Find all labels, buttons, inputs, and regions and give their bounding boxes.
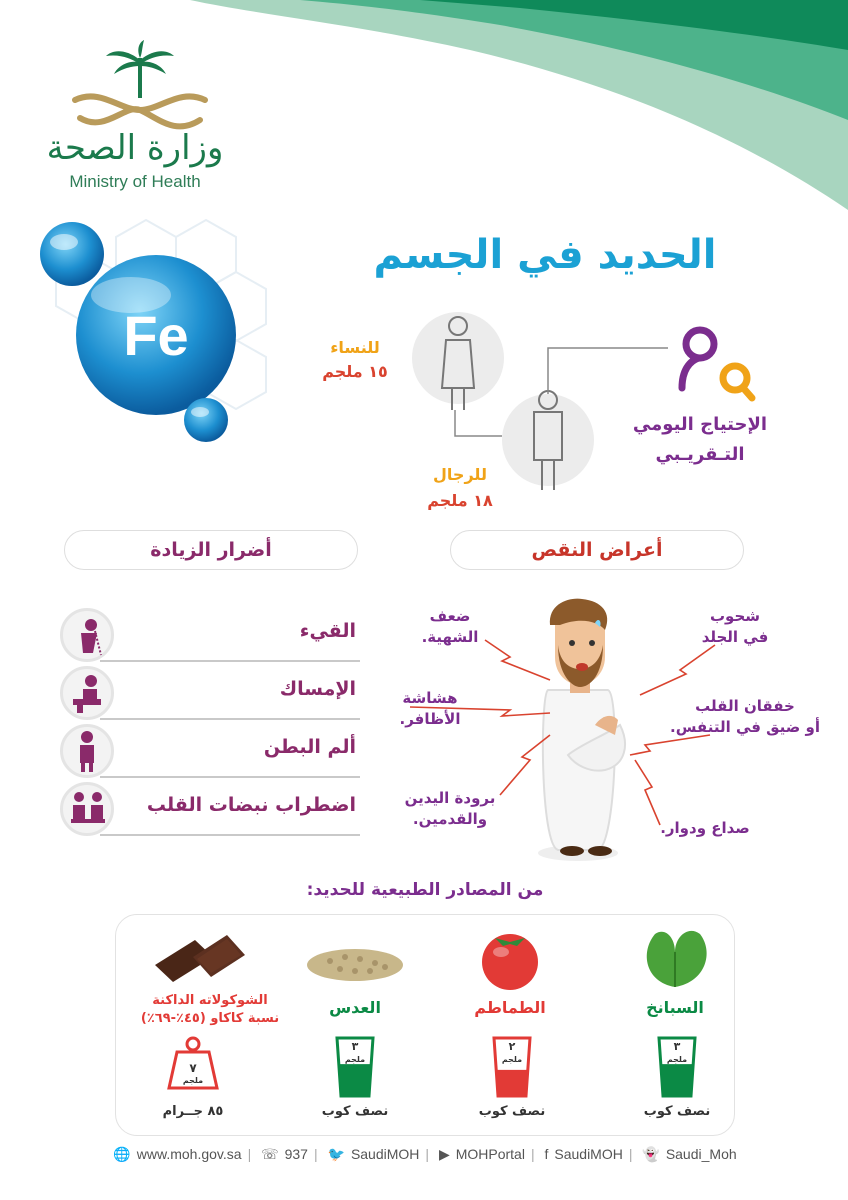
website-link[interactable]: www.moh.gov.sa: [136, 1146, 242, 1162]
phone-icon: ☏: [261, 1146, 279, 1162]
cup-unit: ملجم: [501, 1055, 523, 1064]
facebook-handle[interactable]: SaudiMOH: [554, 1146, 623, 1162]
globe-icon: 🌐: [113, 1146, 131, 1162]
man-figure-icon: [538, 599, 625, 861]
phone-number[interactable]: 937: [284, 1146, 308, 1162]
source-portion: نصف كوب: [321, 1104, 389, 1119]
cup-icon: [490, 1036, 534, 1098]
source-name: السبانخ: [646, 998, 704, 1017]
weight-amount: ٧: [189, 1061, 197, 1075]
source-name: الشوكولاته الداكنة نسبة كاكاو (٤٥٪-٦٩٪): [140, 993, 280, 1026]
harm-label: الإمساك: [279, 678, 356, 700]
harm-item: [60, 724, 360, 778]
symptom-cold-extremities: برودة اليدين والقدمين.: [404, 789, 496, 828]
lentils-icon: [300, 935, 410, 985]
cup-icon: [333, 1036, 377, 1098]
harm-item: [60, 666, 360, 720]
harm-item: [60, 782, 360, 836]
cup-unit: ملجم: [344, 1055, 366, 1064]
cup-unit: ملجم: [666, 1055, 688, 1064]
harm-item: [60, 608, 360, 662]
source-name: العدس: [329, 998, 381, 1017]
source-portion: نصف كوب: [643, 1104, 711, 1119]
twitter-icon: 🐦: [327, 1146, 345, 1162]
source-name: الطماطم: [474, 998, 546, 1017]
cup-fill: [496, 1070, 528, 1096]
cup-amount: ٣: [673, 1040, 681, 1053]
palm-tree-icon: [106, 40, 174, 98]
cup-fill: [339, 1064, 371, 1096]
cup-icon: [655, 1036, 699, 1098]
ministry-name-english: Ministry of Health: [69, 172, 201, 191]
weight-unit: ملجم: [182, 1076, 204, 1085]
iron-molecule-illustration: [36, 210, 286, 460]
tomato-icon: [465, 922, 555, 992]
youtube-icon: ▶: [438, 1146, 450, 1162]
sources-title: من المصادر الطبيعية للحديد:: [306, 880, 544, 900]
harms-header: أضرار الزيادة: [64, 530, 358, 570]
spinach-icon: [630, 922, 720, 992]
toilet-icon: [60, 666, 114, 720]
men-label: للرجال: [433, 465, 487, 484]
women-value: ١٥ ملجم: [322, 362, 388, 381]
swords-swoosh-icon: [75, 96, 205, 126]
daily-need-label: [600, 410, 800, 470]
deficiency-header: أعراض النقص: [450, 530, 744, 570]
heart-check-icon: [60, 782, 114, 836]
cup-amount: ٣: [351, 1040, 359, 1053]
woman-circle: [412, 312, 504, 404]
harm-label: اضطراب نبضات القلب: [146, 794, 356, 816]
symptom-nails: هشاشة الأظافر.: [399, 689, 461, 728]
symptom-headache: صداع ودوار.: [660, 819, 750, 837]
fe-symbol: Fe: [123, 304, 189, 367]
daily-need-line1: الإحتياج اليومي: [632, 414, 768, 435]
cup-fill: [661, 1064, 693, 1096]
ministry-name-arabic: وزارة الصحة: [46, 128, 224, 168]
stomach-pain-icon: [60, 724, 114, 778]
chocolate-icon: [145, 925, 255, 985]
harm-label: القيء: [299, 620, 356, 642]
page-title: الحديد في الجسم: [373, 232, 717, 278]
symptom-palpitations: خفقان القلب أو ضيق في التنفس.: [670, 697, 820, 736]
footer: 🌐 www.moh.gov.sa | ☏ 937 | 🐦 SaudiMOH | ▶ MOHPortal | f SaudiMOH | 👻 Saudi_Moh: [113, 1146, 737, 1162]
facebook-icon: f: [544, 1146, 549, 1162]
symptom-pale-skin: شحوب في الجلد: [701, 607, 769, 646]
women-label: للنساء: [330, 338, 380, 357]
youtube-handle[interactable]: MOHPortal: [455, 1146, 525, 1162]
people-icon: [682, 330, 752, 398]
men-need: [400, 462, 520, 514]
twitter-handle[interactable]: SaudiMOH: [350, 1146, 420, 1162]
snapchat-handle[interactable]: Saudi_Moh: [665, 1146, 737, 1162]
harm-label: ألم البطن: [263, 736, 356, 758]
source-portion: نصف كوب: [478, 1104, 546, 1119]
cup-amount: ٢: [508, 1040, 516, 1053]
women-need: [300, 336, 410, 384]
snapchat-icon: 👻: [642, 1146, 660, 1162]
men-value: ١٨ ملجم: [427, 491, 493, 510]
source-portion: ٨٥ جــرام: [162, 1104, 224, 1119]
symptom-appetite: ضعف الشهية.: [421, 607, 479, 646]
vomit-icon: [60, 608, 114, 662]
daily-need-line2: التـقريـبي: [655, 444, 745, 465]
weight-icon: [165, 1036, 221, 1092]
